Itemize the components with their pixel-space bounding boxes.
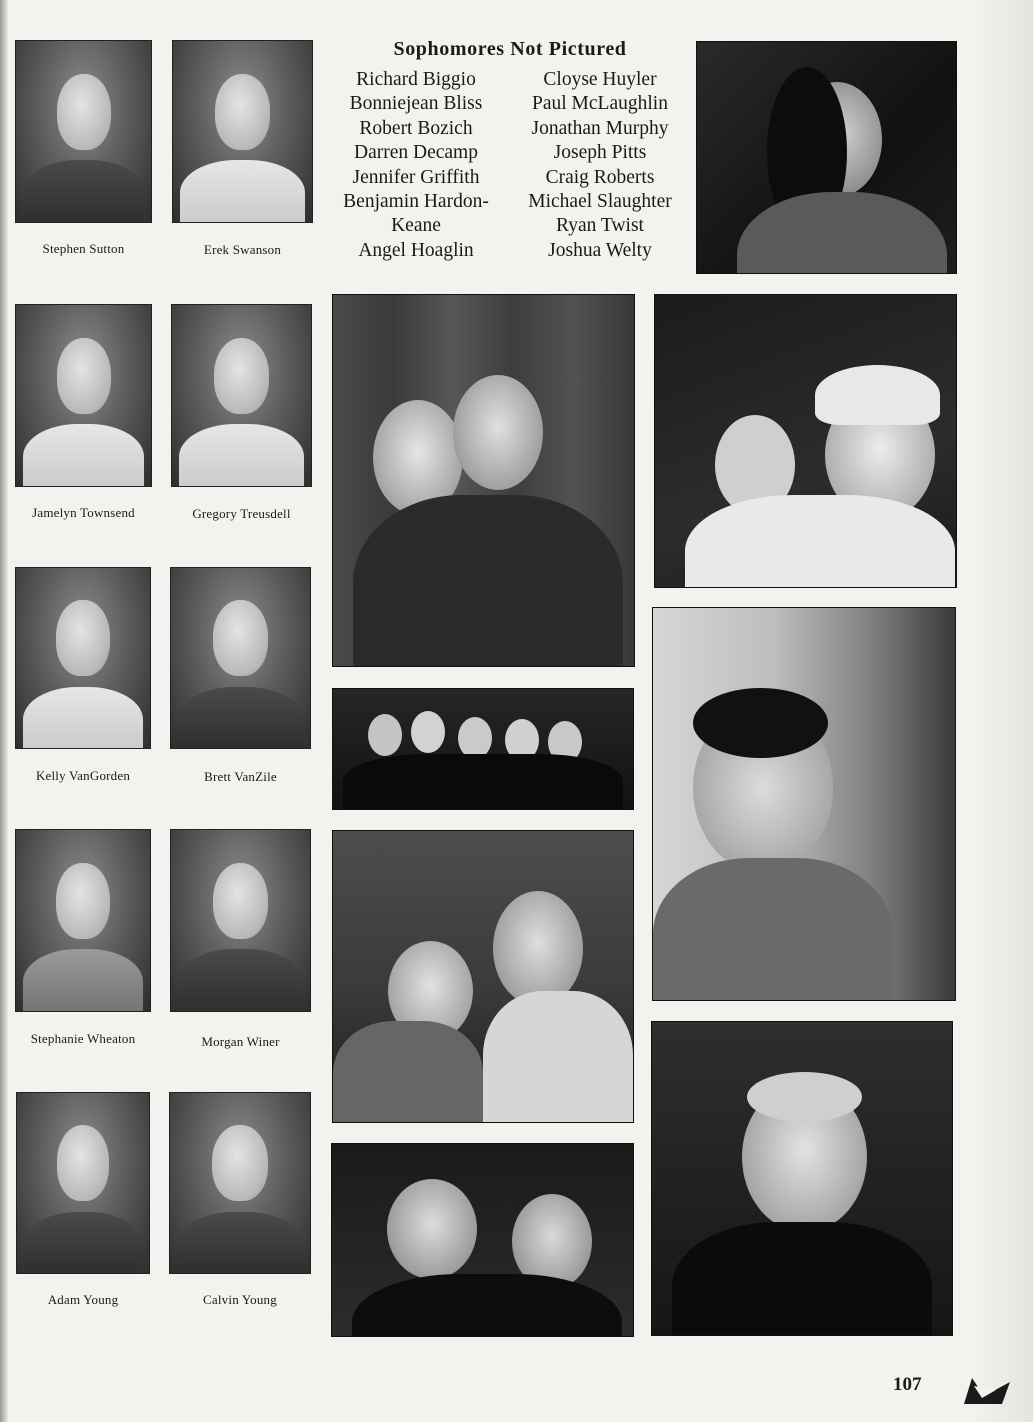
portrait-gregory-treusdell	[171, 304, 312, 529]
portrait-photo	[171, 304, 312, 487]
not-pictured-name: Cloyse Huyler	[543, 69, 657, 90]
facing-page-bleed	[973, 0, 1033, 1422]
portrait-morgan-winer	[170, 829, 311, 1054]
portrait-shoulders	[179, 424, 304, 487]
not-pictured-name: Angel Hoaglin	[358, 239, 474, 261]
photo-subject-body	[353, 495, 623, 667]
candid-photo-girl-profile	[696, 41, 957, 274]
photo-subject-body	[737, 192, 947, 274]
portrait-brett-vanzile	[170, 567, 311, 792]
portrait-shoulders	[24, 1212, 143, 1274]
candid-photo-group-of-girls	[332, 688, 634, 810]
portrait-name: Stephanie Wheaton	[30, 1031, 136, 1046]
not-pictured-name: Bonniejean Bliss	[349, 93, 483, 115]
not-pictured-name: Ryan Twist	[556, 215, 644, 237]
candid-photo-girls-tiaras	[331, 1143, 634, 1337]
portrait-name: Brett VanZile	[204, 769, 277, 784]
photo-subject	[387, 1179, 477, 1279]
portrait-name: Morgan Winer	[201, 1034, 280, 1049]
photo-subject	[458, 717, 492, 759]
portrait-head	[213, 600, 269, 676]
photo-subject-hair	[693, 688, 828, 758]
not-pictured-name: Keane	[391, 215, 441, 237]
portrait-photo	[15, 40, 152, 223]
portrait-stephen-sutton	[15, 40, 152, 265]
candid-photo-couple-lockers	[332, 294, 635, 667]
portrait-shoulders	[178, 949, 303, 1012]
not-pictured-name: Paul McLaughlin	[532, 93, 668, 115]
portrait-name: Calvin Young	[203, 1292, 277, 1307]
not-pictured-name: Benjamin Hardon-	[343, 191, 489, 213]
portrait-head	[213, 863, 269, 939]
photo-subject-body	[352, 1274, 622, 1337]
portrait-name: Adam Young	[47, 1292, 119, 1307]
not-pictured-name: Jonathan Murphy	[531, 117, 669, 139]
photo-subject-body	[483, 991, 633, 1123]
portrait-shoulders	[178, 687, 303, 749]
portrait-name: Jamelyn Townsend	[32, 505, 135, 520]
photo-subject-body	[685, 495, 955, 588]
portrait-stephanie-wheaton	[15, 829, 151, 1054]
not-pictured-name: Richard Biggio	[356, 69, 476, 90]
photo-subject-body	[653, 858, 893, 1001]
portrait-name: Kelly VanGorden	[35, 768, 131, 783]
portrait-shoulders	[180, 160, 305, 223]
photo-subject	[411, 711, 445, 753]
portrait-name: Erek Swanson	[203, 242, 282, 257]
candid-photo-cafeteria-lunch	[332, 830, 634, 1123]
page-binding-shadow	[0, 0, 8, 1422]
portrait-photo	[170, 829, 311, 1012]
photo-subject-hair	[747, 1072, 862, 1122]
not-pictured-left-column	[321, 68, 511, 263]
not-pictured-name: Joseph Pitts	[553, 142, 647, 164]
portrait-shoulders	[177, 1212, 303, 1274]
not-pictured-name: Jennifer Griffith	[352, 166, 480, 188]
portrait-shoulders	[23, 424, 145, 487]
portrait-kelly-vangorden	[15, 567, 151, 792]
portrait-head	[57, 74, 111, 150]
photo-subject	[493, 891, 583, 1006]
candid-photo-boy-smiling	[652, 607, 956, 1001]
portrait-erek-swanson	[172, 40, 313, 265]
portrait-jamelyn-townsend	[15, 304, 152, 529]
portrait-photo	[16, 1092, 150, 1274]
corner-ornament-icon	[962, 1376, 1012, 1406]
not-pictured-right-column	[505, 68, 695, 263]
portrait-shoulders	[23, 160, 145, 223]
portrait-shoulders	[23, 687, 144, 749]
portrait-head	[56, 863, 110, 939]
portrait-adam-young	[16, 1092, 150, 1317]
photo-subject-body	[672, 1222, 932, 1336]
portrait-photo	[169, 1092, 311, 1274]
portrait-photo	[172, 40, 313, 223]
portrait-photo	[15, 829, 151, 1012]
not-pictured-name: Joshua Welty	[548, 239, 652, 261]
photo-subject	[368, 714, 402, 756]
not-pictured-title: Sophomores Not Pictured	[393, 38, 627, 60]
portrait-head	[57, 1125, 110, 1201]
page-number: 107	[893, 1374, 922, 1395]
portrait-calvin-young	[169, 1092, 311, 1317]
not-pictured-name: Robert Bozich	[359, 117, 473, 139]
portrait-head	[56, 600, 110, 676]
portrait-name: Gregory Treusdell	[192, 506, 291, 521]
candid-photo-cap-wave	[654, 294, 957, 588]
portrait-name: Stephen Sutton	[42, 241, 125, 256]
portrait-photo	[15, 567, 151, 749]
photo-subject	[453, 375, 543, 490]
portrait-head	[214, 338, 270, 414]
portrait-head	[57, 338, 111, 414]
portrait-photo	[170, 567, 311, 749]
portrait-photo	[15, 304, 152, 487]
portrait-head	[215, 74, 271, 150]
photo-subject-body	[333, 1021, 483, 1123]
not-pictured-name: Michael Slaughter	[528, 191, 672, 213]
photo-subject-bodies	[343, 754, 623, 810]
candid-photo-boy-dark	[651, 1021, 953, 1336]
portrait-head	[212, 1125, 268, 1201]
not-pictured-name: Darren Decamp	[354, 142, 478, 164]
portrait-shoulders	[23, 949, 144, 1012]
photo-subject-cap	[815, 365, 940, 425]
not-pictured-name: Craig Roberts	[545, 166, 655, 188]
